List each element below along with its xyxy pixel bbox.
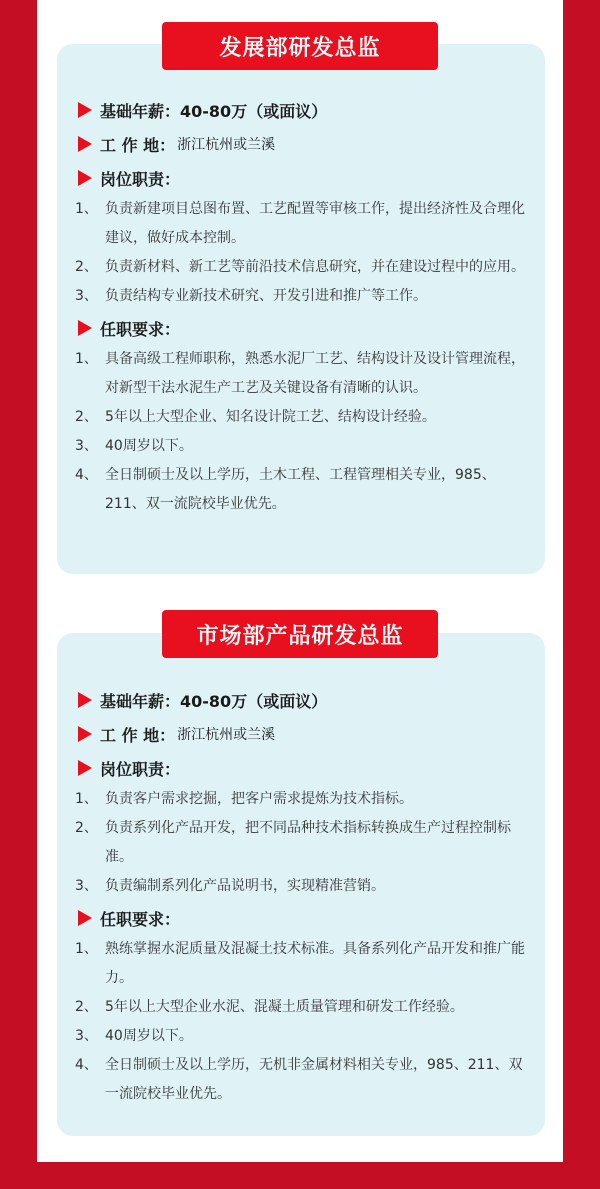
duties-heading: [75, 161, 535, 195]
item-number: 1、: [75, 791, 98, 807]
requirements-heading: [75, 311, 535, 345]
job-title: 市场部产品研发总监: [196, 623, 404, 649]
triangle-bullet-icon: [78, 692, 92, 708]
item-text: 负责编制系列化产品说明书，实现精准营销。: [105, 878, 385, 894]
item-number: 2、: [75, 999, 98, 1015]
list-item: [75, 403, 535, 432]
list-item: [75, 432, 535, 461]
item-text: 5年以上大型企业、知名设计院工艺、结构设计经验。: [105, 409, 436, 425]
triangle-bullet-icon: [78, 726, 92, 742]
item-number: 2、: [75, 409, 98, 425]
item-number: 1、: [75, 941, 98, 957]
triangle-bullet-icon: [78, 136, 92, 152]
salary-label: 基础年薪：: [100, 691, 181, 711]
list-item: [75, 872, 535, 901]
list-item: [75, 282, 535, 311]
list-item: [75, 253, 535, 282]
triangle-bullet-icon: [78, 760, 92, 776]
item-number: 4、: [75, 1057, 98, 1073]
location-row: [75, 717, 535, 751]
item-number: 3、: [75, 878, 98, 894]
location-value: 浙江杭州或兰溪: [177, 137, 276, 153]
item-text: 负责结构专业新技术研究、开发引进和推广等工作。: [105, 288, 427, 304]
item-text: 40周岁以下。: [105, 438, 193, 454]
item-text: 负责新建项目总图布置、工艺配置等审核工作，提出经济性及合理化建议，做好成本控制。: [105, 201, 525, 246]
requirements-heading: [75, 901, 535, 935]
salary-value: 40-80万（或面议）: [180, 101, 328, 121]
salary-value: 40-80万（或面议）: [180, 691, 328, 711]
list-item: [75, 785, 535, 814]
list-item: [75, 195, 535, 253]
item-text: 全日制硕士及以上学历，无机非金属材料相关专业，985、211、双一流院校毕业优先。: [105, 1057, 523, 1102]
item-text: 具备高级工程师职称，熟悉水泥厂工艺、结构设计及设计管理流程，对新型干法水泥生产工艺及关键设备有清晰的认识。: [105, 351, 525, 396]
job-title-banner-2: [162, 610, 438, 658]
job-title: 发展部研发总监: [219, 35, 381, 61]
job-content-1: [75, 93, 535, 519]
item-number: 3、: [75, 438, 98, 454]
salary-row: [75, 93, 535, 127]
location-label: 工 作 地：: [100, 725, 176, 745]
salary-row: [75, 683, 535, 717]
location-value: 浙江杭州或兰溪: [177, 727, 276, 743]
duties-heading: [75, 751, 535, 785]
list-item: [75, 1022, 535, 1051]
item-number: 1、: [75, 201, 98, 217]
list-item: [75, 461, 535, 519]
salary-label: 基础年薪：: [100, 101, 181, 121]
triangle-bullet-icon: [78, 320, 92, 336]
requirements-label: 任职要求：: [100, 909, 181, 929]
list-item: [75, 1051, 535, 1109]
item-number: 2、: [75, 259, 98, 275]
item-text: 全日制硕士及以上学历，土木工程、工程管理相关专业，985、211、双一流院校毕业优先。: [105, 467, 496, 512]
item-text: 5年以上大型企业水泥、混凝土质量管理和研发工作经验。: [105, 999, 464, 1015]
item-number: 1、: [75, 351, 98, 367]
item-text: 负责新材料、新工艺等前沿技术信息研究，并在建设过程中的应用。: [105, 259, 525, 275]
item-text: 负责系列化产品开发，把不同品种技术指标转换成生产过程控制标准。: [105, 820, 511, 865]
list-item: [75, 993, 535, 1022]
item-text: 40周岁以下。: [105, 1028, 193, 1044]
requirements-label: 任职要求：: [100, 319, 181, 339]
duties-label: 岗位职责：: [100, 169, 181, 189]
triangle-bullet-icon: [78, 102, 92, 118]
triangle-bullet-icon: [78, 170, 92, 186]
list-item: [75, 935, 535, 993]
duties-label: 岗位职责：: [100, 759, 181, 779]
list-item: [75, 345, 535, 403]
item-number: 3、: [75, 288, 98, 304]
list-item: [75, 814, 535, 872]
item-text: 熟练掌握水泥质量及混凝土技术标准。具备系列化产品开发和推广能力。: [105, 941, 525, 986]
item-text: 负责客户需求挖掘，把客户需求提炼为技术指标。: [105, 791, 413, 807]
triangle-bullet-icon: [78, 910, 92, 926]
job-content-2: [75, 683, 535, 1109]
item-number: 3、: [75, 1028, 98, 1044]
location-label: 工 作 地：: [100, 135, 176, 155]
job-title-banner-1: [162, 22, 438, 70]
item-number: 2、: [75, 820, 98, 836]
location-row: [75, 127, 535, 161]
item-number: 4、: [75, 467, 98, 483]
